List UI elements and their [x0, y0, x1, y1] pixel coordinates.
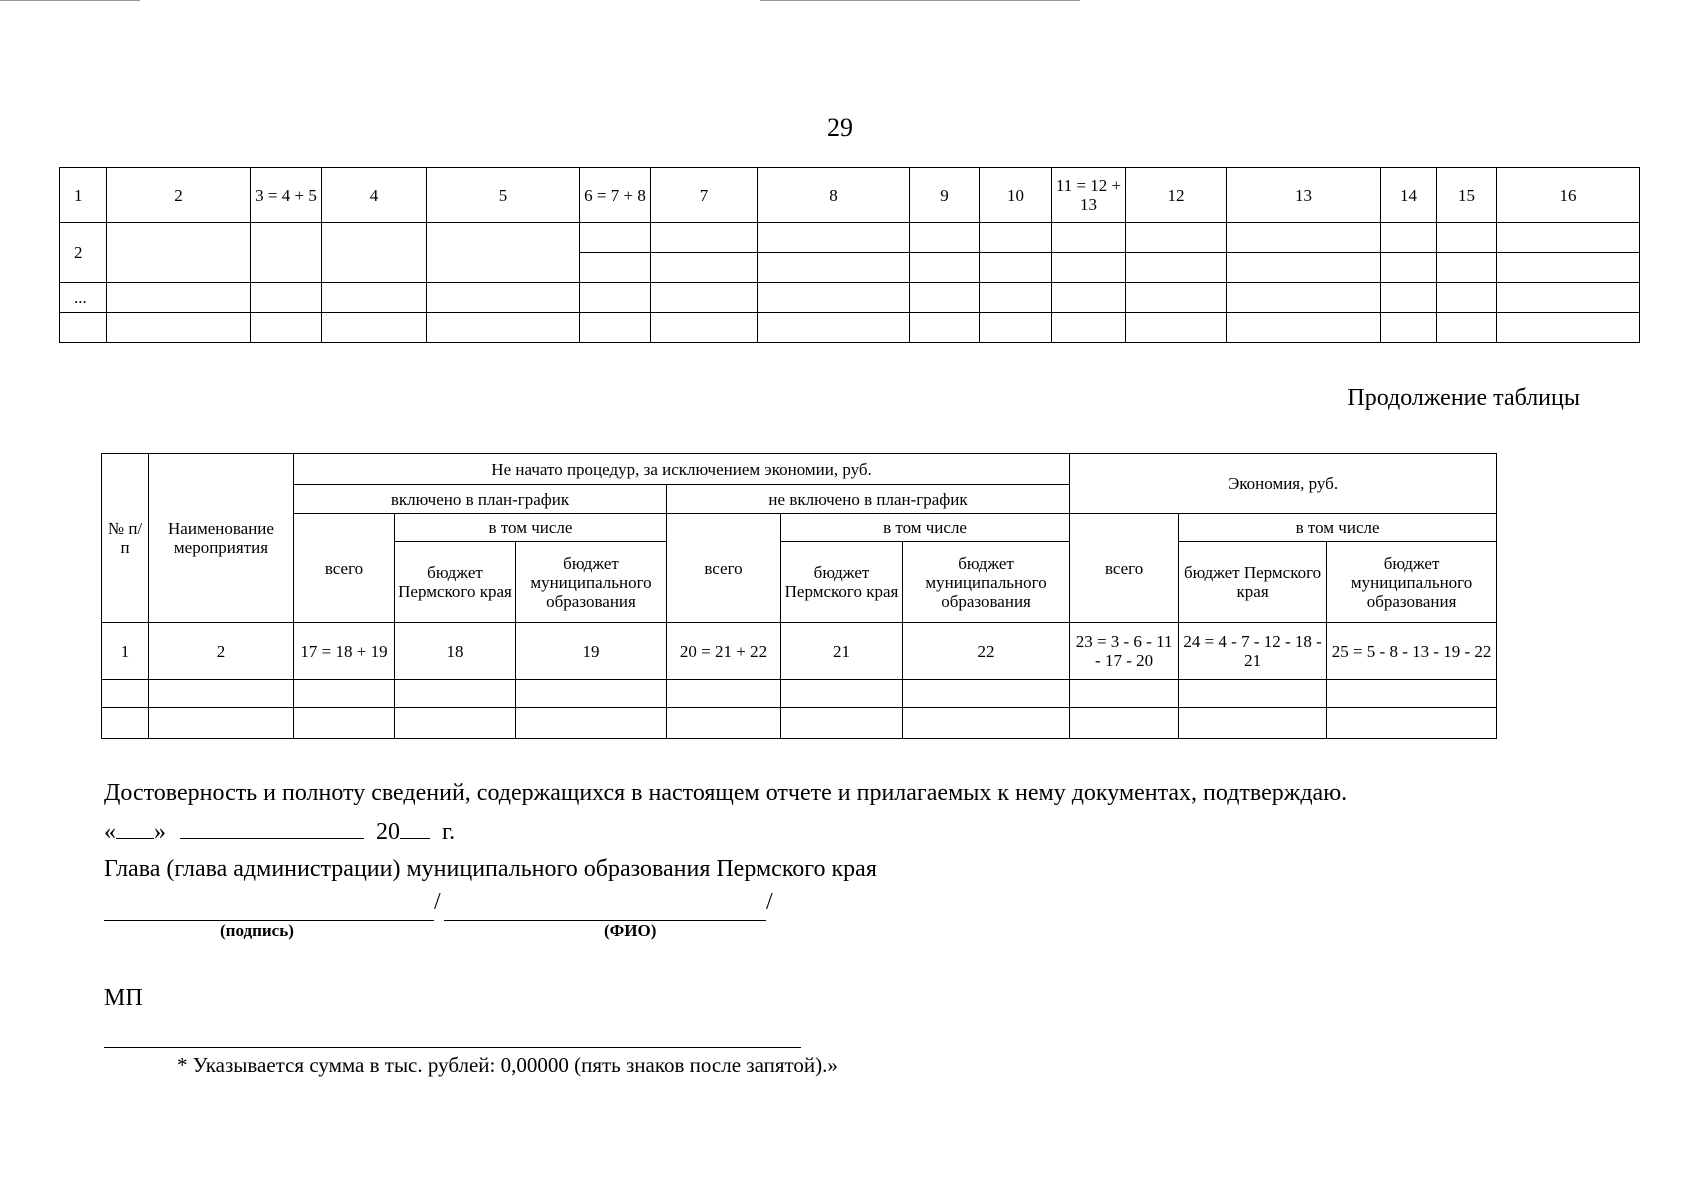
- header-total: всего: [667, 514, 781, 623]
- column-number-cell: 18: [395, 623, 516, 680]
- header-budget-perm-krai: бюджет Пермского края: [395, 542, 516, 623]
- table-procedures-economy: [101, 453, 1497, 739]
- column-number-cell: 3 = 4 + 5: [251, 168, 322, 223]
- column-number-cell: 16: [1497, 168, 1640, 223]
- year-suffix: г.: [442, 819, 456, 845]
- name-slash: /: [766, 889, 773, 915]
- table-continuation-label: Продолжение таблицы: [1347, 385, 1580, 411]
- top-edge-rule: [760, 0, 1080, 1]
- header-budget-municipal: бюджет муниципального образования: [516, 542, 667, 623]
- row-number-cell: 2: [60, 223, 107, 283]
- column-number-cell: 13: [1227, 168, 1381, 223]
- column-number-cell: 23 = 3 - 6 - 11 - 17 - 20: [1070, 623, 1179, 680]
- column-number-cell: 22: [903, 623, 1070, 680]
- table-header-row: [60, 168, 1640, 223]
- certification-statement: Достоверность и полноту сведений, содержащихся в настоящем отчете и прилагаемых к нему документах, подтверждаю.: [104, 780, 1348, 806]
- name-caption: (ФИО): [604, 921, 657, 940]
- year-prefix: 20: [376, 819, 400, 845]
- header-budget-perm-krai: бюджет Пермского края: [1179, 542, 1327, 623]
- column-number-cell: 2: [149, 623, 294, 680]
- year-blank: [400, 818, 430, 839]
- column-number-cell: 19: [516, 623, 667, 680]
- column-number-cell: 11 = 12 + 13: [1052, 168, 1126, 223]
- column-number-cell: 6 = 7 + 8: [580, 168, 651, 223]
- month-blank: [180, 818, 364, 839]
- column-number-cell: 20 = 21 + 22: [667, 623, 781, 680]
- table-row: [60, 283, 1640, 313]
- column-number-cell: 12: [1126, 168, 1227, 223]
- column-number-cell: 9: [910, 168, 980, 223]
- table-row: [60, 313, 1640, 343]
- column-number-cell: 21: [781, 623, 903, 680]
- header-budget-municipal: бюджет муниципального образования: [1327, 542, 1497, 623]
- header-budget-perm-krai: бюджет Пермского края: [781, 542, 903, 623]
- seal-placeholder: МП: [104, 985, 143, 1011]
- column-number-cell: 24 = 4 - 7 - 12 - 18 - 21: [1179, 623, 1327, 680]
- header-activity-name: Наименование мероприятия: [149, 454, 294, 623]
- column-number-cell: 4: [322, 168, 427, 223]
- header-not-started-procedures: Не начато процедур, за исключением экономии, руб.: [294, 454, 1070, 485]
- header-including: в том числе: [1179, 514, 1497, 542]
- column-number-cell: 14: [1381, 168, 1437, 223]
- column-number-cell: 10: [980, 168, 1052, 223]
- head-of-municipality-title: Глава (глава администрации) муниципального образования Пермского края: [104, 856, 877, 882]
- header-economy: Экономия, руб.: [1070, 454, 1497, 514]
- column-number-cell: 17 = 18 + 19: [294, 623, 395, 680]
- header-total: всего: [294, 514, 395, 623]
- signature-slash: /: [434, 889, 441, 915]
- table-header-row: [102, 514, 1497, 542]
- row-number-cell: ...: [60, 283, 107, 313]
- table-header-row: [102, 454, 1497, 485]
- column-number-cell: 1: [60, 168, 107, 223]
- top-edge-rule: [0, 0, 140, 1]
- table-row: [102, 708, 1497, 739]
- column-numbers-row: [102, 623, 1497, 680]
- footnote: * Указывается сумма в тыс. рублей: 0,00000 (пять знаков после запятой).»: [177, 1053, 838, 1077]
- header-number: № п/п: [102, 454, 149, 623]
- header-total: всего: [1070, 514, 1179, 623]
- column-number-cell: 7: [651, 168, 758, 223]
- column-number-cell: 2: [107, 168, 251, 223]
- table-row: [60, 223, 1640, 253]
- header-including: в том числе: [395, 514, 667, 542]
- day-blank: [116, 818, 154, 839]
- column-number-cell: 1: [102, 623, 149, 680]
- signature-caption: (подпись): [220, 921, 294, 940]
- table-row: [102, 680, 1497, 708]
- column-number-cell: 5: [427, 168, 580, 223]
- footnote-rule: [104, 1047, 801, 1048]
- header-including: в том числе: [781, 514, 1070, 542]
- header-included-in-schedule: включено в план-график: [294, 485, 667, 514]
- close-quote: »: [154, 819, 166, 845]
- table-previous-columns: [59, 167, 1640, 343]
- page-number: 29: [827, 113, 853, 142]
- header-not-included-in-schedule: не включено в план-график: [667, 485, 1070, 514]
- column-number-cell: 15: [1437, 168, 1497, 223]
- header-budget-municipal: бюджет муниципального образования: [903, 542, 1070, 623]
- column-number-cell: 25 = 5 - 8 - 13 - 19 - 22: [1327, 623, 1497, 680]
- column-number-cell: 8: [758, 168, 910, 223]
- date-line: [104, 818, 455, 846]
- open-quote: «: [104, 819, 116, 845]
